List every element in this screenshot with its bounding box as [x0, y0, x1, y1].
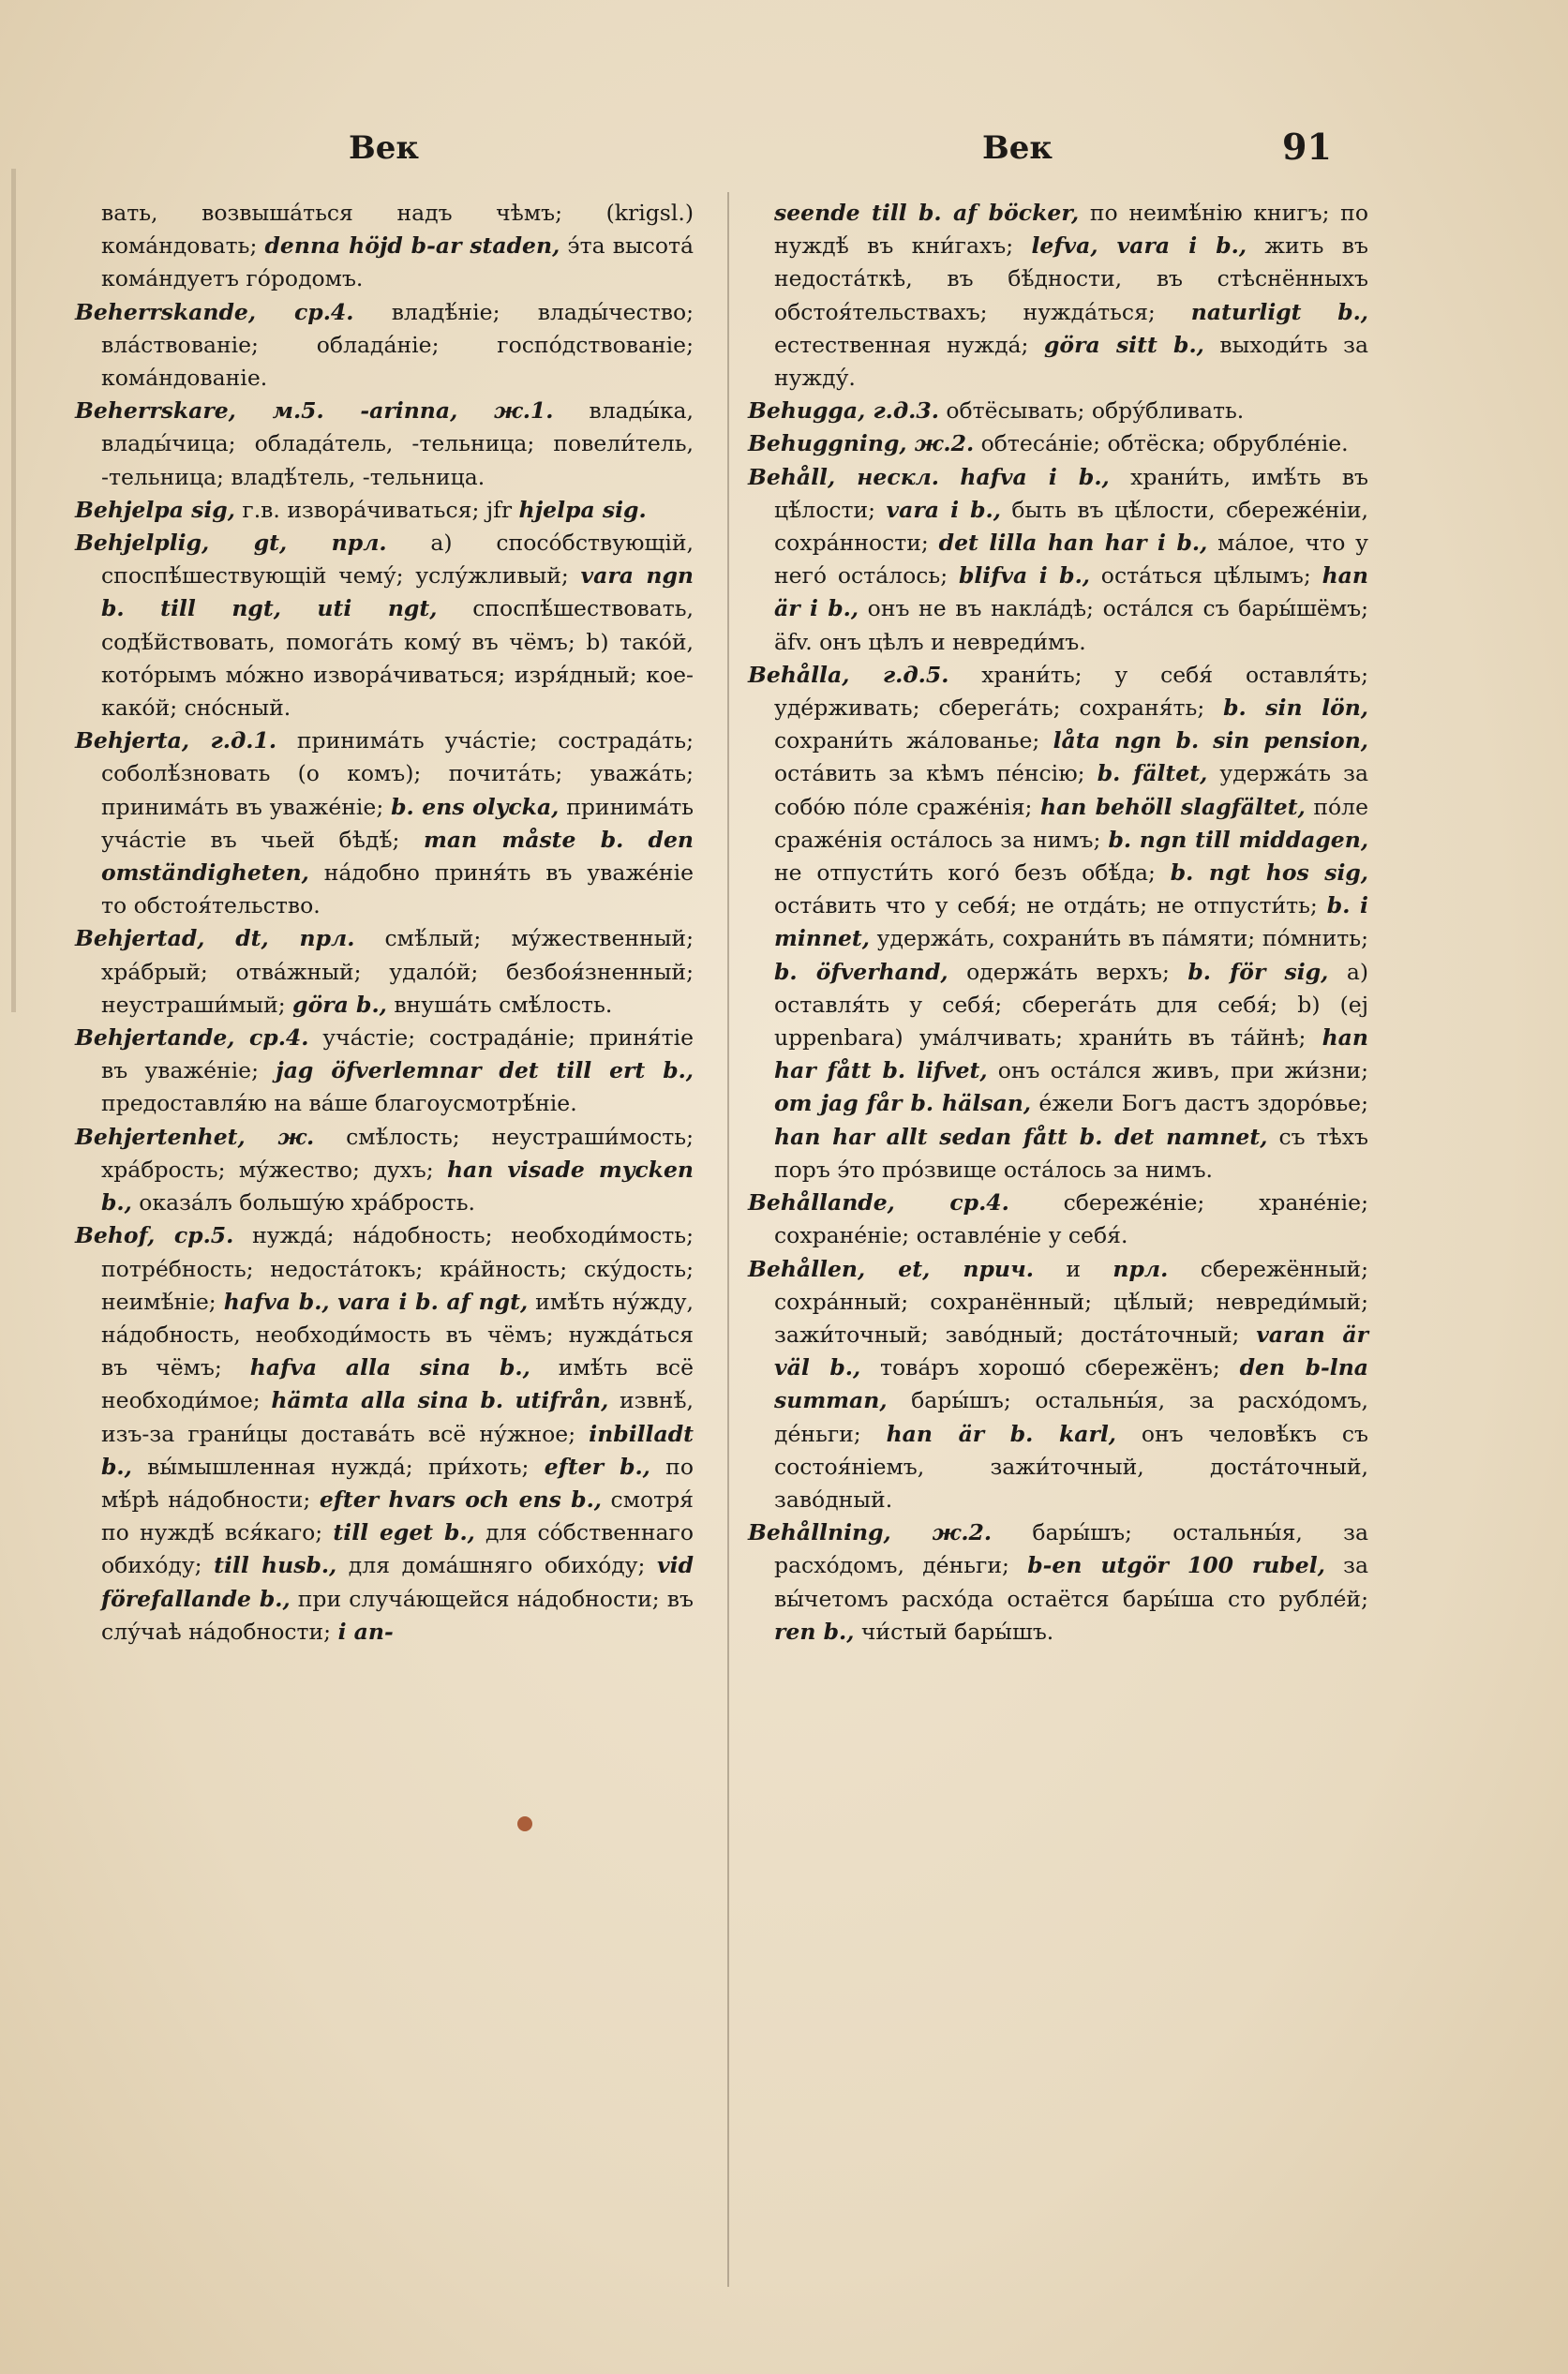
definition-text: онъ не въ накла́дѣ; оста́лся съ бары́шёмъ; äfv. онъ цѣлъ и невреди́мъ. — [774, 595, 1368, 655]
definition-text: оказа́лъ большу́ю хра́брость. — [131, 1189, 475, 1217]
example-phrase: låta ngn b. sin pension, — [1053, 727, 1368, 754]
example-phrase: han har allt sedan fått b. det namnet, — [774, 1123, 1268, 1150]
example-phrase: om jag får b. hälsan, — [774, 1090, 1032, 1117]
definition-text: удержа́ть за собо́ю по́ле сраже́нія; — [774, 760, 1369, 820]
headword: Behållen, et, прич. — [748, 1255, 1034, 1282]
example-phrase: varan är väl b., — [774, 1321, 1368, 1381]
definition-text: сбережённый; сохра́нный; сохранённый; цѣ́лый; невреди́мый; зажи́точный; заво́дный; доста́точный; — [774, 1255, 1368, 1348]
headword: Behjertande, ср.4. — [75, 1024, 309, 1052]
definition-text: принима́ть уча́стіе; сострада́ть; соболѣ́зновать (о комъ); почита́ть; уважа́ть; принима́ть въ уваже́ніе; — [101, 727, 694, 820]
page-edge-shadow — [11, 169, 16, 1012]
example-phrase: denna höjd b-ar staden, — [264, 232, 560, 260]
example-phrase: b. fältet, — [1097, 760, 1208, 787]
page-header — [0, 126, 1568, 186]
definition-text: обтёсывать; обру́бливать. — [938, 397, 1245, 425]
definition-text: е́жели Богъ дастъ здоро́вье; — [1031, 1090, 1368, 1117]
headword: Behålla, г.д.5. — [748, 661, 949, 688]
example-phrase: till husb., — [214, 1552, 337, 1579]
headword: Behjertenhet, ж. — [75, 1123, 315, 1150]
definition-text: оста́вить что у себя́; не отда́ть; не отпусти́ть; — [774, 892, 1327, 919]
example-phrase: inbilladt b., — [101, 1420, 694, 1480]
definition-text: оста́ться цѣ́лымъ; — [1089, 562, 1322, 590]
example-phrase: b. ens olycka, — [391, 793, 560, 820]
definition-text: по мѣ́рѣ на́добности; — [101, 1453, 694, 1513]
headword: Behjelplig, gt, прл. — [75, 530, 387, 557]
headword: Behugga, г.д.3. — [748, 397, 939, 425]
headword: Behåll, нескл. — [748, 463, 939, 490]
dictionary-entry — [748, 659, 1368, 1187]
example-phrase: b. för sig, — [1187, 958, 1329, 985]
example-phrase: man måste b. den omständigheten, — [101, 826, 694, 887]
example-phrase: hafva b., vara i b. af ngt, — [223, 1288, 529, 1315]
definition-text: для дома́шняго обихо́ду; — [336, 1552, 657, 1579]
example-phrase: till eget b., — [333, 1519, 475, 1546]
definition-text: быть въ цѣ́лости, сбереже́ніи, сохра́нности; — [774, 496, 1369, 557]
headword: Behuggning, ж.2. — [748, 430, 975, 457]
definition-text: уча́стіе; сострада́ніе; приня́тіе въ уваже́ніе; — [101, 1024, 694, 1084]
dictionary-entry — [75, 494, 694, 527]
definition-text: онъ оста́лся живъ, при жи́зни; — [987, 1057, 1368, 1084]
definition-text: храни́ть, имѣ́ть въ цѣ́лости; — [774, 463, 1368, 523]
dictionary-entry — [75, 922, 694, 1022]
definition-text: имѣ́ть всё необходи́мое; — [101, 1354, 694, 1414]
example-phrase: hafva i b., — [960, 463, 1110, 490]
example-phrase: b. öfverhand, — [774, 958, 948, 985]
definition-text: оста́вить за кѣмъ пе́нсію; — [774, 760, 1098, 787]
definition-text: онъ человѣ́къ съ состоя́ніемъ, зажи́точный, доста́точный, заво́дный. — [774, 1420, 1368, 1513]
definition-text — [939, 464, 960, 490]
example-phrase: vara i b., — [886, 496, 1001, 523]
example-phrase: han har fått b. lifvet, — [774, 1024, 1368, 1084]
definition-text: одержа́ть верхъ; — [948, 958, 1188, 985]
definition-text: смотря́ по нуждѣ́ вся́каго; — [101, 1486, 694, 1546]
example-phrase: i an- — [337, 1618, 394, 1645]
definition-text: бары́шъ; остальны́я, за расхо́домъ, де́ньги; — [774, 1387, 1368, 1447]
definition-text: по неимѣ́нію книгъ; по нуждѣ́ въ кни́гахъ; — [774, 200, 1368, 260]
example-phrase: blifva i b., — [958, 562, 1090, 590]
example-phrase: naturligt b., — [1190, 298, 1368, 325]
definition-text: и — [1033, 1255, 1113, 1282]
definition-text: споспѣ́шествовать, содѣ́йствовать, помога́ть кому́ въ чёмъ; b) тако́й, кото́рымъ мо́жно извора́чиваться; изря́дный; кое-како́й; сно́сный. — [101, 595, 694, 722]
definition-text: принима́ть уча́стіе въ чьей бѣдѣ́; — [101, 793, 694, 853]
definition-text: для со́бственнаго обихо́ду; — [101, 1519, 694, 1579]
example-phrase: b-en utgör 100 rubel, — [1027, 1552, 1325, 1579]
example-phrase: hämta alla sina b. utifrån, — [271, 1387, 609, 1414]
continued-entry — [75, 197, 694, 296]
example-phrase: hjelpa sig. — [518, 496, 647, 523]
example-phrase: efter b., — [544, 1453, 650, 1480]
definition-text: э́та высота́ кома́ндуетъ го́родомъ. — [101, 232, 694, 292]
headword: Behof, ср.5. — [75, 1222, 234, 1249]
dictionary-entry — [75, 724, 694, 922]
example-phrase: efter hvars och ens b., — [319, 1486, 602, 1513]
example-phrase: han behöll slagfältet, — [1039, 793, 1306, 820]
definition-text: съ тѣхъ поръ э́то про́звище оста́лось за нимъ. — [774, 1123, 1369, 1183]
definition-text: храни́ть; у себя́ оставля́ть; уде́рживать; сберега́ть; сохраня́ть; — [774, 661, 1368, 722]
left-guide-word: Век — [349, 129, 419, 167]
example-phrase: göra sitt b., — [1044, 331, 1204, 358]
column-divider — [727, 192, 729, 2287]
example-phrase: b. i minnet, — [774, 892, 1368, 952]
continued-entry — [748, 197, 1368, 395]
example-phrase: det lilla han har i b., — [938, 530, 1208, 557]
example-phrase: jag öfverlemnar det till ert b., — [276, 1057, 694, 1084]
dictionary-entry — [748, 1187, 1368, 1252]
example-phrase: b. sin lön, — [1223, 694, 1368, 722]
dictionary-entry — [748, 461, 1368, 659]
definition-text: бары́шъ; остальны́я, за расхо́домъ, де́ньги; — [774, 1519, 1368, 1579]
example-phrase: den b-lna summan, — [774, 1354, 1369, 1414]
definition-text: смѣ́лый; му́жественный; хра́брый; отва́жный; удало́й; безбоя́зненный; неустраши́мый; — [101, 925, 694, 1018]
example-phrase: lefva, vara i b., — [1031, 232, 1247, 260]
dictionary-entry — [75, 1219, 694, 1649]
headword: Behjertad, dt, прл. — [75, 925, 355, 952]
headword: Behållande, ср.4. — [748, 1189, 1009, 1217]
definition-text: на́добно приня́ть въ уваже́ніе то обстоя́тельство. — [101, 859, 694, 919]
example-phrase: b. ngn till middagen, — [1108, 826, 1369, 853]
example-phrase: seende till b. af böcker, — [774, 200, 1080, 226]
dictionary-entry — [75, 395, 694, 494]
definition-text: естественная нужда́; — [774, 331, 1044, 358]
definition-text: по́ле сраже́нія оста́лось за нимъ; — [774, 793, 1368, 853]
right-column — [748, 197, 1368, 1649]
dictionary-entry — [748, 1253, 1368, 1517]
definition-text: предоставля́ю на ва́ше благоусмотрѣ́ніе. — [101, 1090, 577, 1117]
dictionary-entry — [75, 527, 694, 724]
definition-text: имѣ́ть ну́жду, на́добность, необходи́мость въ чёмъ; нужда́ться въ чёмъ; — [101, 1288, 694, 1381]
dictionary-entry — [748, 1516, 1368, 1649]
example-phrase: vara ngn b. till ngt, uti ngt, — [101, 562, 694, 622]
example-phrase: göra b., — [292, 991, 387, 1018]
definition-text: извнѣ́, изъ-за грани́цы достава́ть всё ну́жное; — [101, 1387, 694, 1447]
ink-stain — [517, 1816, 532, 1831]
definition-text: a) спосо́бствующій, споспѣ́шествующій чему́; услу́жливый; — [101, 530, 694, 590]
example-phrase: hafva alla sina b., — [249, 1354, 530, 1381]
definition-text: внуша́ть смѣ́лость. — [386, 991, 613, 1018]
definition-text: за вы́четомъ расхо́да остаётся бары́ша сто рубле́й; — [774, 1552, 1368, 1612]
definition-text: сохрани́ть жа́лованье; — [774, 727, 1053, 754]
definition-text: това́ръ хорошо́ сбережёнъ; — [860, 1354, 1240, 1381]
headword: Beherrskare, м.5. -arinna, ж.1. — [75, 397, 554, 425]
example-phrase: ren b., — [774, 1618, 855, 1645]
left-column — [75, 197, 694, 1649]
headword: Behjerta, г.д.1. — [75, 727, 277, 754]
dictionary-entry — [75, 1121, 694, 1220]
headword: Behjelpa sig, — [75, 496, 235, 523]
headword: Behållning, ж.2. — [748, 1519, 993, 1546]
example-phrase: b. ngt hos sig, — [1170, 859, 1368, 887]
definition-text: вы́мышленная нужда́; при́хоть; — [131, 1453, 545, 1480]
definition-text: г.в. извора́чиваться; jfr — [234, 496, 519, 523]
definition-text: a) оставля́ть у себя́; сберега́ть для себя́; b) (ej uppenbara) ума́лчивать; храни́ть въ та́йнѣ; — [774, 958, 1368, 1052]
definition-text: ма́лое, что у него́ оста́лось; — [774, 530, 1368, 590]
example-phrase: vid förefallande b., — [101, 1552, 694, 1612]
definition-text: нужда́; на́добность; необходи́мость; потре́бность; недоста́токъ; кра́йность; ску́дость; неимѣ́ніе; — [101, 1222, 694, 1315]
headword: Beherrskande, ср.4. — [75, 298, 354, 325]
definition-text: чи́стый бары́шъ. — [854, 1618, 1054, 1645]
dictionary-entry — [75, 1022, 694, 1121]
definition-text: выходи́ть за нужду́. — [774, 331, 1368, 392]
page-number: 91 — [1282, 126, 1332, 168]
example-phrase: han är i b., — [774, 562, 1368, 622]
right-guide-word: Век — [982, 129, 1053, 167]
definition-text: жить въ недоста́ткѣ, въ бѣ́дности, въ стѣснённыхъ обстоя́тельствахъ; нужда́ться; — [774, 232, 1368, 325]
example-phrase: han är b. karl, — [886, 1420, 1116, 1447]
definition-text: удержа́ть, сохрани́ть въ па́мяти; по́мнить; — [869, 925, 1368, 952]
definition-text: не отпусти́ть кого́ безъ обѣ́да; — [774, 859, 1171, 887]
example-phrase: han visade mycken b., — [101, 1156, 694, 1217]
dictionary-entry — [748, 395, 1368, 427]
definition-text: сбереже́ніе; хране́ніе; сохране́ніе; оставле́ніе у себя́. — [774, 1189, 1368, 1249]
definition-text: при случа́ющейся на́добности; въ слу́чаѣ на́добности; — [101, 1585, 694, 1645]
definition-text: смѣ́лость; неустраши́мость; хра́брость; му́жество; духъ; — [101, 1123, 694, 1183]
dictionary-entry — [748, 427, 1368, 460]
dictionary-entry — [75, 296, 694, 396]
definition-text: обтеса́ніе; обтёска; обрубле́ніе. — [974, 430, 1349, 457]
example-phrase: прл. — [1113, 1255, 1169, 1282]
definition-text: владѣ́ніе; влады́чество; вла́ствованіе; облада́ніе; госпо́дствованіе; кома́ндованіе. — [101, 298, 694, 392]
definition-text: вать, возвыша́ться надъ чѣмъ; (krigsl.) кома́ндовать; — [101, 200, 694, 260]
definition-text: влады́ка, влады́чица; облада́тель, -тельница; повели́тель, -тельница; владѣ́тель, -тельница. — [101, 397, 694, 490]
